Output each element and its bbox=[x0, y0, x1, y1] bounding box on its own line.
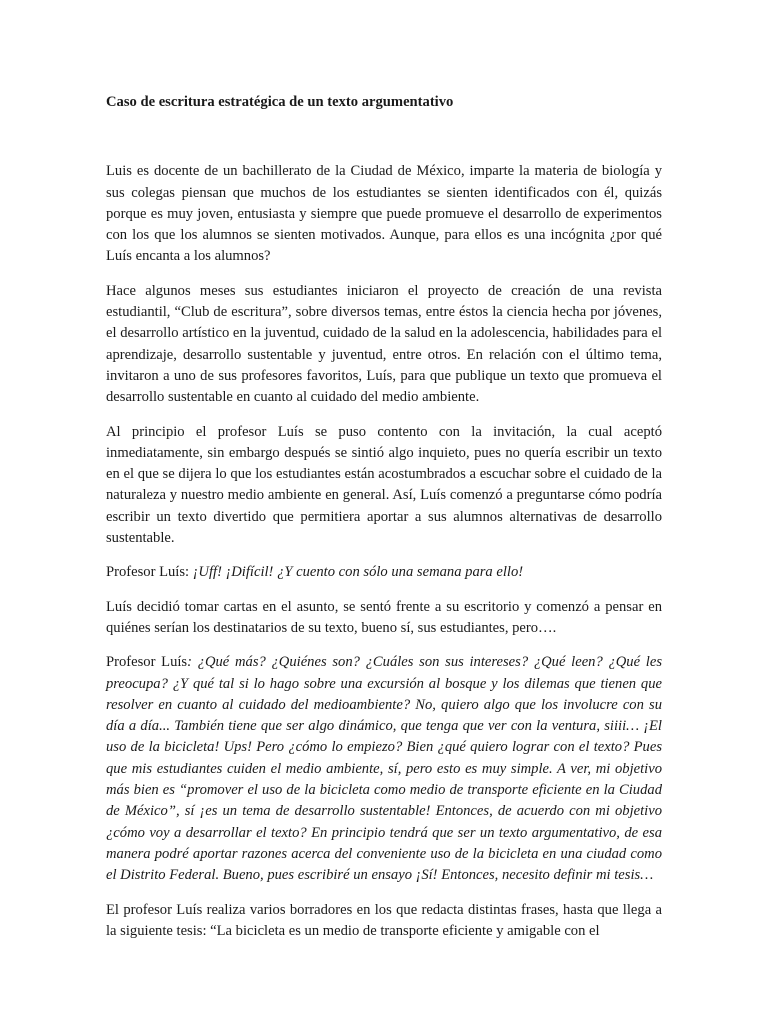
paragraph-3: Al principio el profesor Luís se puso contento con la invitación, la cual aceptó inmediatamente, sin embargo después se sintió algo inquieto, pues no quería escribir un texto en el que se dijera lo que los estudiantes están acostumbrados a escuchar sobre el cuidado de la naturaleza y nuestro medio ambiente en general. Así, Luís comenzó a preguntarse cómo podría escribir un texto divertido que permitiera aportar a sus alumnos alternativas de desarrollo sustentable. bbox=[106, 423, 662, 547]
quote-2 bbox=[106, 652, 662, 886]
paragraph-1: Luis es docente de un bachillerato de la Ciudad de México, imparte la materia de biología y sus colegas piensan que muchos de los estudiantes se sienten identificados con él, quizás porque es muy joven, entusiasta y siempre que puede promueve el desarrollo de experimentos con los que los alumnos se sienten motivados. Aunque, para ellos es una incógnita ¿por qué Luís encanta a los alumnos? bbox=[106, 163, 662, 265]
document-page bbox=[106, 92, 662, 955]
paragraph-4: Luís decidió tomar cartas en el asunto, se sentó frente a su escritorio y comenzó a pensar en quiénes serían los destinatarios de su texto, bueno sí, sus estudiantes, pero…. bbox=[106, 598, 662, 636]
quote-2-speaker: Profesor Luís bbox=[106, 654, 188, 671]
paragraph-2: Hace algunos meses sus estudiantes iniciaron el proyecto de creación de una revista estudiantil, “Club de escritura”, sobre diversos temas, entre éstos la ciencia hecha por jóvenes, el desarrollo artístico en la juventud, cuidado de la salud en la adolescencia, habilidades para el aprendizaje, desarrollo sustentable y juventud, entre otros. En relación con el último tema, invitaron a uno de sus profesores favoritos, Luís, para que publique un texto que promueva el desarrollo sustentable en cuanto al cuidado del medio ambiente. bbox=[106, 282, 662, 406]
document-title: Caso de escritura estratégica de un texto argumentativo bbox=[106, 94, 454, 110]
quote-2-text: : ¿Qué más? ¿Quiénes son? ¿Cuáles son sus intereses? ¿Qué leen? ¿Qué les preocupa? ¿Y qué tal si lo hago sobre una excursión al bosque y los dilemas que tienen que resolver en cuanto al cuidado del medioambiente? No, quiero algo que los involucre con su día a día... También tiene que ser algo dinámico, que tenga que ver con la ventura, siiii… ¡El uso de la bicicleta! Ups! Pero ¿cómo lo empiezo? Bien ¿qué quiero lograr con el texto? Pues que mis estudiantes cuiden el medio ambiente, sí, pero esto es muy simple. A ver, mi objetivo más bien es “promover el uso de la bicicleta como medio de transporte eficiente en la Ciudad de México”, sí ¡es un tema de desarrollo sustentable! Entonces, de acuerdo con mi objetivo ¿cómo voy a desarrollar el texto? En principio tendrá que ser un texto argumentativo, de esa manera podré aportar razones acerca del conveniente uso de la bicicleta en una ciudad como el Distrito Federal. Bueno, pues escribiré un ensayo ¡Sí! Entonces, necesito definir mi tesis… bbox=[106, 654, 662, 884]
quote-1-speaker: Profesor Luís: bbox=[106, 564, 193, 581]
quote-1-text: ¡Uff! ¡Difícil! ¿Y cuento con sólo una semana para ello! bbox=[192, 564, 524, 581]
paragraph-6: El profesor Luís realiza varios borradores en los que redacta distintas frases, hasta que llega a la siguiente tesis: “La bicicleta es un medio de transporte eficiente y amigable con el bbox=[106, 901, 662, 939]
quote-1 bbox=[106, 562, 662, 583]
